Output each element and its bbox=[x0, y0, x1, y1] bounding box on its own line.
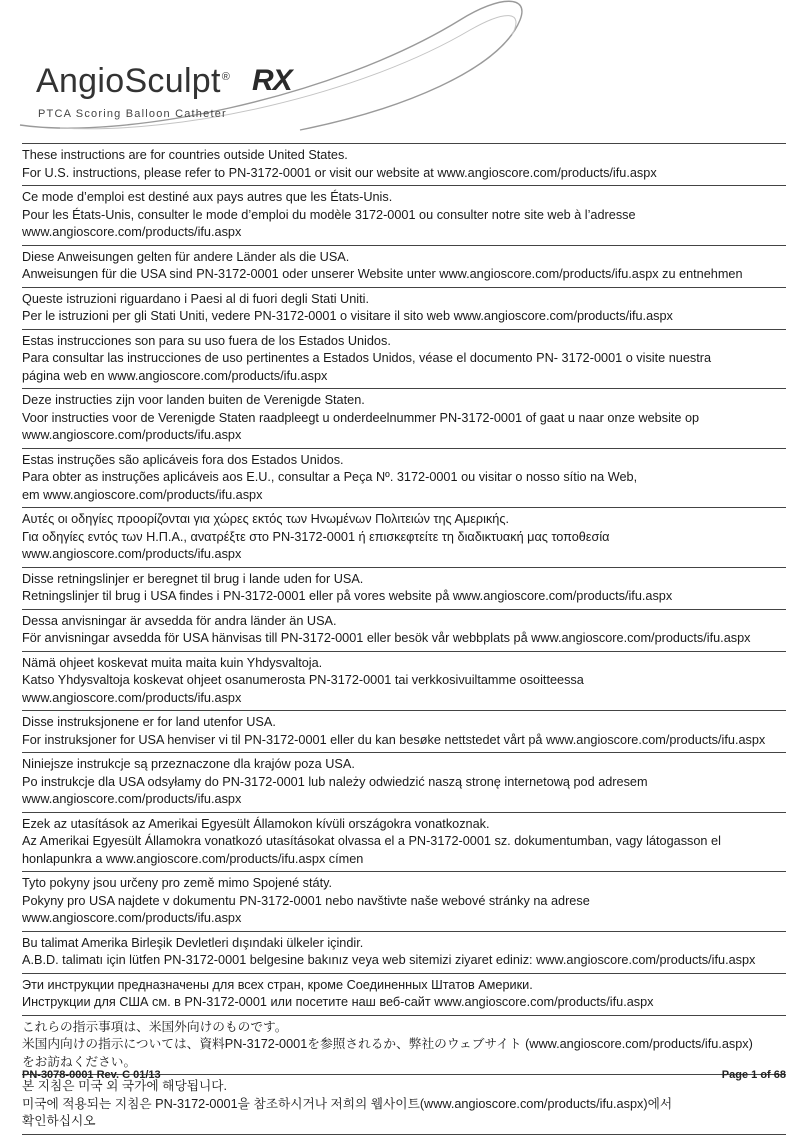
language-instruction-block bbox=[22, 388, 786, 448]
instructions-list bbox=[22, 143, 786, 1135]
instruction-line: Αυτές οι οδηγίες προορίζονται για χώρες εκτός των Ηνωμένων Πολιτειών της Αμερικής. bbox=[22, 512, 509, 526]
instruction-line: Retningslinjer til brug i USA findes i PN-3172-0001 eller på vores website på www.angioscore.com/products/ifu.aspx bbox=[22, 589, 673, 603]
language-instruction-block bbox=[22, 752, 786, 812]
instruction-line: 미국에 적용되는 지침은 PN-3172-0001을 참조하시거나 저희의 웹사이트(www.angioscore.com/products/ifu.aspx)에서 bbox=[22, 1096, 673, 1111]
instruction-line: Katso Yhdysvaltoja koskevat ohjeet osanumerosta PN-3172-0001 tai verkkosivuiltamme osoitteessa bbox=[22, 673, 584, 687]
instruction-line: Para obter as instruções aplicáveis aos E.U., consultar a Peça Nº. 3172-0001 ou visitar o nosso sítio na Web, bbox=[22, 470, 638, 484]
instruction-line: これらの指示事項は、米国外向けのものです。 bbox=[22, 1019, 288, 1034]
page-number: Page 1 of 68 bbox=[721, 1069, 786, 1081]
instruction-line: www.angioscore.com/products/ifu.aspx bbox=[22, 547, 242, 561]
instruction-line: Инструкции для США см. в PN-3172-0001 или посетите наш веб-сайт www.angioscore.com/products/ifu.aspx bbox=[22, 995, 654, 1009]
instruction-line: Dessa anvisningar är avsedda för andra länder än USA. bbox=[22, 613, 337, 628]
instruction-line: Anweisungen für die USA sind PN-3172-0001 oder unserer Website unter www.angioscore.com/products/ifu.aspx zu entnehmen bbox=[22, 267, 743, 281]
language-instruction-block bbox=[22, 812, 786, 872]
language-instruction-block bbox=[22, 567, 786, 609]
instruction-line: Estas instrucciones son para su uso fuera de los Estados Unidos. bbox=[22, 333, 391, 348]
instruction-line: Pour les États-Unis, consulter le mode d’emploi du modèle 3172-0001 ou consulter notre site web à l’adresse bbox=[22, 207, 636, 222]
instruction-line: Bu talimat Amerika Birleşik Devletleri dışındaki ülkeler içindir. bbox=[22, 935, 364, 950]
instruction-line: Deze instructies zijn voor landen buiten de Verenigde Staten. bbox=[22, 393, 365, 407]
instruction-line: Queste istruzioni riguardano i Paesi al di fuori degli Stati Uniti. bbox=[22, 291, 369, 306]
instruction-line: www.angioscore.com/products/ifu.aspx bbox=[22, 225, 242, 239]
instruction-line: www.angioscore.com/products/ifu.aspx bbox=[22, 428, 242, 442]
instruction-line: Pokyny pro USA najdete v dokumentu PN-3172-0001 nebo navštivte naše webové stránky na adrese bbox=[22, 893, 590, 908]
instruction-line: www.angioscore.com/products/ifu.aspx bbox=[22, 690, 242, 705]
instruction-line: 米国内向けの指示については、資料PN-3172-0001を参照されるか、弊社のウェブサイト (www.angioscore.com/products/ifu.aspx) bbox=[22, 1037, 753, 1051]
language-instruction-block bbox=[22, 1074, 786, 1135]
language-instruction-block bbox=[22, 871, 786, 931]
instruction-line: página web en www.angioscore.com/products/ifu.aspx bbox=[22, 368, 328, 383]
instruction-line: A.B.D. talimatı için lütfen PN-3172-0001 belgesine bakınız veya web sitemizi ziyaret ediniz: www.angioscore.com/products/ifu.aspx bbox=[22, 953, 756, 967]
instruction-line: をお訪ねください。 bbox=[22, 1054, 137, 1069]
instruction-line: 확인하십시오 bbox=[22, 1114, 96, 1128]
brand-logo bbox=[32, 58, 292, 128]
language-instruction-block bbox=[22, 143, 786, 185]
language-instruction-block bbox=[22, 931, 786, 973]
instruction-line: Tyto pokyny jsou určeny pro země mimo Spojené státy. bbox=[22, 876, 333, 890]
instruction-line: Estas instruções são aplicáveis fora dos Estados Unidos. bbox=[22, 452, 344, 467]
instruction-line: Diese Anweisungen gelten für andere Länder als die USA. bbox=[22, 249, 350, 264]
instruction-line: em www.angioscore.com/products/ifu.aspx bbox=[22, 487, 263, 502]
language-instruction-block bbox=[22, 651, 786, 711]
instruction-line: Ce mode d’emploi est destiné aux pays autres que les États-Unis. bbox=[22, 190, 393, 204]
language-instruction-block bbox=[22, 245, 786, 287]
document-number: PN-3078-0001 Rev. C 01/13 bbox=[22, 1069, 161, 1081]
instruction-line: Voor instructies voor de Verenigde Staten raadpleegt u onderdeelnummer PN-3172-0001 of gaat u naar onze website op bbox=[22, 410, 700, 425]
page-header bbox=[0, 0, 808, 140]
instruction-line: Nämä ohjeet koskevat muita maita kuin Yhdysvaltoja. bbox=[22, 655, 323, 670]
instruction-line: Эти инструкции предназначены для всех стран, кроме Соединенных Штатов Америки. bbox=[22, 977, 533, 992]
instruction-line: Az Amerikai Egyesült Államokra vonatkozó utasításokat olvassa el a PN-3172-0001 sz. dokumentumban, vagy látogasson el bbox=[22, 834, 721, 848]
language-instruction-block bbox=[22, 710, 786, 752]
instruction-line: Για οδηγίες εντός των Η.Π.Α., ανατρέξτε στο PN-3172-0001 ή επισκεφτείτε τη διαδικτυακή μας τοποθεσία bbox=[22, 529, 610, 544]
instruction-line: 본 지침은 미국 외 국가에 해당됩니다. bbox=[22, 1079, 227, 1093]
instruction-line: Para consultar las instrucciones de uso pertinentes a Estados Unidos, véase el documento PN- 3172-0001 o visite nuestra bbox=[22, 351, 712, 365]
language-instruction-block bbox=[22, 448, 786, 508]
instruction-line: honlapunkra a www.angioscore.com/products/ifu.aspx címen bbox=[22, 851, 364, 866]
language-instruction-block bbox=[22, 185, 786, 245]
instruction-line: These instructions are for countries outside United States. bbox=[22, 148, 348, 162]
brand-subtitle: PTCA Scoring Balloon Catheter bbox=[38, 108, 227, 120]
language-instruction-block bbox=[22, 329, 786, 389]
instruction-line: Niniejsze instrukcje są przeznaczone dla krajów poza USA. bbox=[22, 757, 355, 771]
instruction-line: For instruksjoner for USA henviser vi til PN-3172-0001 eller du kan besøke nettstedet vårt på www.angioscore.com/products/ifu.aspx bbox=[22, 732, 766, 747]
instruction-line: www.angioscore.com/products/ifu.aspx bbox=[22, 911, 242, 925]
language-instruction-block bbox=[22, 973, 786, 1015]
language-instruction-block bbox=[22, 1015, 786, 1075]
brand-name: AngioSculpt® bbox=[36, 62, 231, 100]
instruction-line: www.angioscore.com/products/ifu.aspx bbox=[22, 792, 242, 806]
instruction-line: Disse retningslinjer er beregnet til brug i lande uden for USA. bbox=[22, 571, 364, 586]
language-instruction-block bbox=[22, 507, 786, 567]
instruction-line: For U.S. instructions, please refer to PN-3172-0001 or visit our website at www.angioscore.com/products/ifu.aspx bbox=[22, 165, 657, 180]
instruction-line: Disse instruksjonene er for land utenfor USA. bbox=[22, 715, 276, 729]
instruction-line: Ezek az utasítások az Amerikai Egyesült Államokon kívüli országokra vonatkoznak. bbox=[22, 816, 490, 831]
instruction-line: Po instrukcje dla USA odsyłamy do PN-3172-0001 lub należy odwiedzić naszą stronę internetową pod adresem bbox=[22, 774, 648, 789]
instruction-line: För anvisningar avsedda för USA hänvisas till PN-3172-0001 eller besök vår webbplats på www.angioscore.com/products/ifu.aspx bbox=[22, 631, 751, 645]
instruction-line: Per le istruzioni per gli Stati Uniti, vedere PN-3172-0001 o visitare il sito web www.angioscore.com/products/ifu.aspx bbox=[22, 309, 673, 323]
language-instruction-block bbox=[22, 609, 786, 651]
language-instruction-block bbox=[22, 287, 786, 329]
registered-mark: ® bbox=[221, 70, 231, 83]
brand-rx: RX bbox=[252, 64, 292, 97]
